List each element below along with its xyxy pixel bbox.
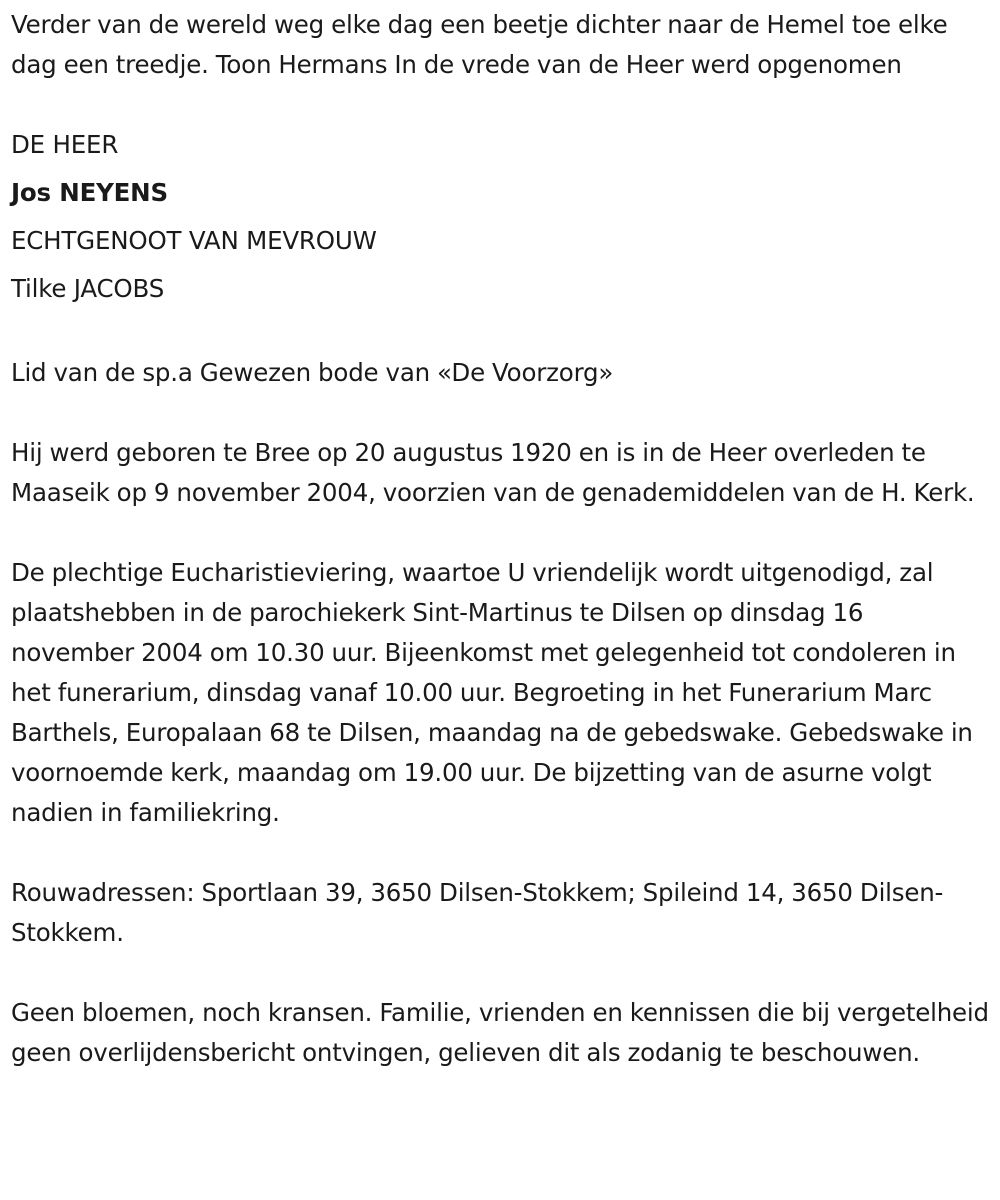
- spouse-label: ECHTGENOOT VAN MEVROUW: [11, 226, 377, 255]
- spacer: [11, 513, 990, 553]
- spouse-name: Tilke JACOBS: [11, 274, 165, 303]
- addresses-paragraph: Rouwadressen: Sportlaan 39, 3650 Dilsen-Stokkem; Spileind 14, 3650 Dilsen-Stokkem.: [11, 878, 944, 947]
- spacer: [11, 85, 990, 125]
- title-prefix: DE HEER: [11, 130, 119, 159]
- ceremony-paragraph: De plechtige Eucharistieviering, waartoe U vriendelijk wordt uitgenodigd, zal plaatshebben in de parochiekerk Sint-Martinus te Dilsen op dinsdag 16 november 2004 om 10.30 uur. Bijeenkomst met gelegenheid tot condoleren in het funerarium, dinsdag vanaf 10.00 uur. Begroeting in het Funerarium Marc Barthels, Europalaan 68 te Dilsen, maandag na de gebedswake. Gebedswake in voornoemde kerk, maandag om 19.00 uur. De bijzetting van de asurne volgt nadien in familiekring.: [11, 558, 973, 827]
- membership-line: Lid van de sp.a Gewezen bode van «De Voorzorg»: [11, 358, 614, 387]
- spacer: [11, 833, 990, 873]
- name-block: [11, 121, 990, 313]
- spacer: [11, 953, 990, 993]
- spacer: [11, 393, 990, 433]
- deceased-name: Jos NEYENS: [11, 178, 168, 207]
- intro-quote: Verder van de wereld weg elke dag een beetje dichter naar de Hemel toe elke dag een treedje. Toon Hermans In de vrede van de Heer werd opgenomen: [11, 10, 948, 79]
- flowers-notice-paragraph: Geen bloemen, noch kransen. Familie, vrienden en kennissen die bij vergetelheid geen overlijdensbericht ontvingen, gelieven dit als zodanig te beschouwen.: [11, 998, 989, 1067]
- birth-death-paragraph: Hij werd geboren te Bree op 20 augustus 1920 en is in de Heer overleden te Maaseik op 9 november 2004, voorzien van de genademiddelen van de H. Kerk.: [11, 438, 975, 507]
